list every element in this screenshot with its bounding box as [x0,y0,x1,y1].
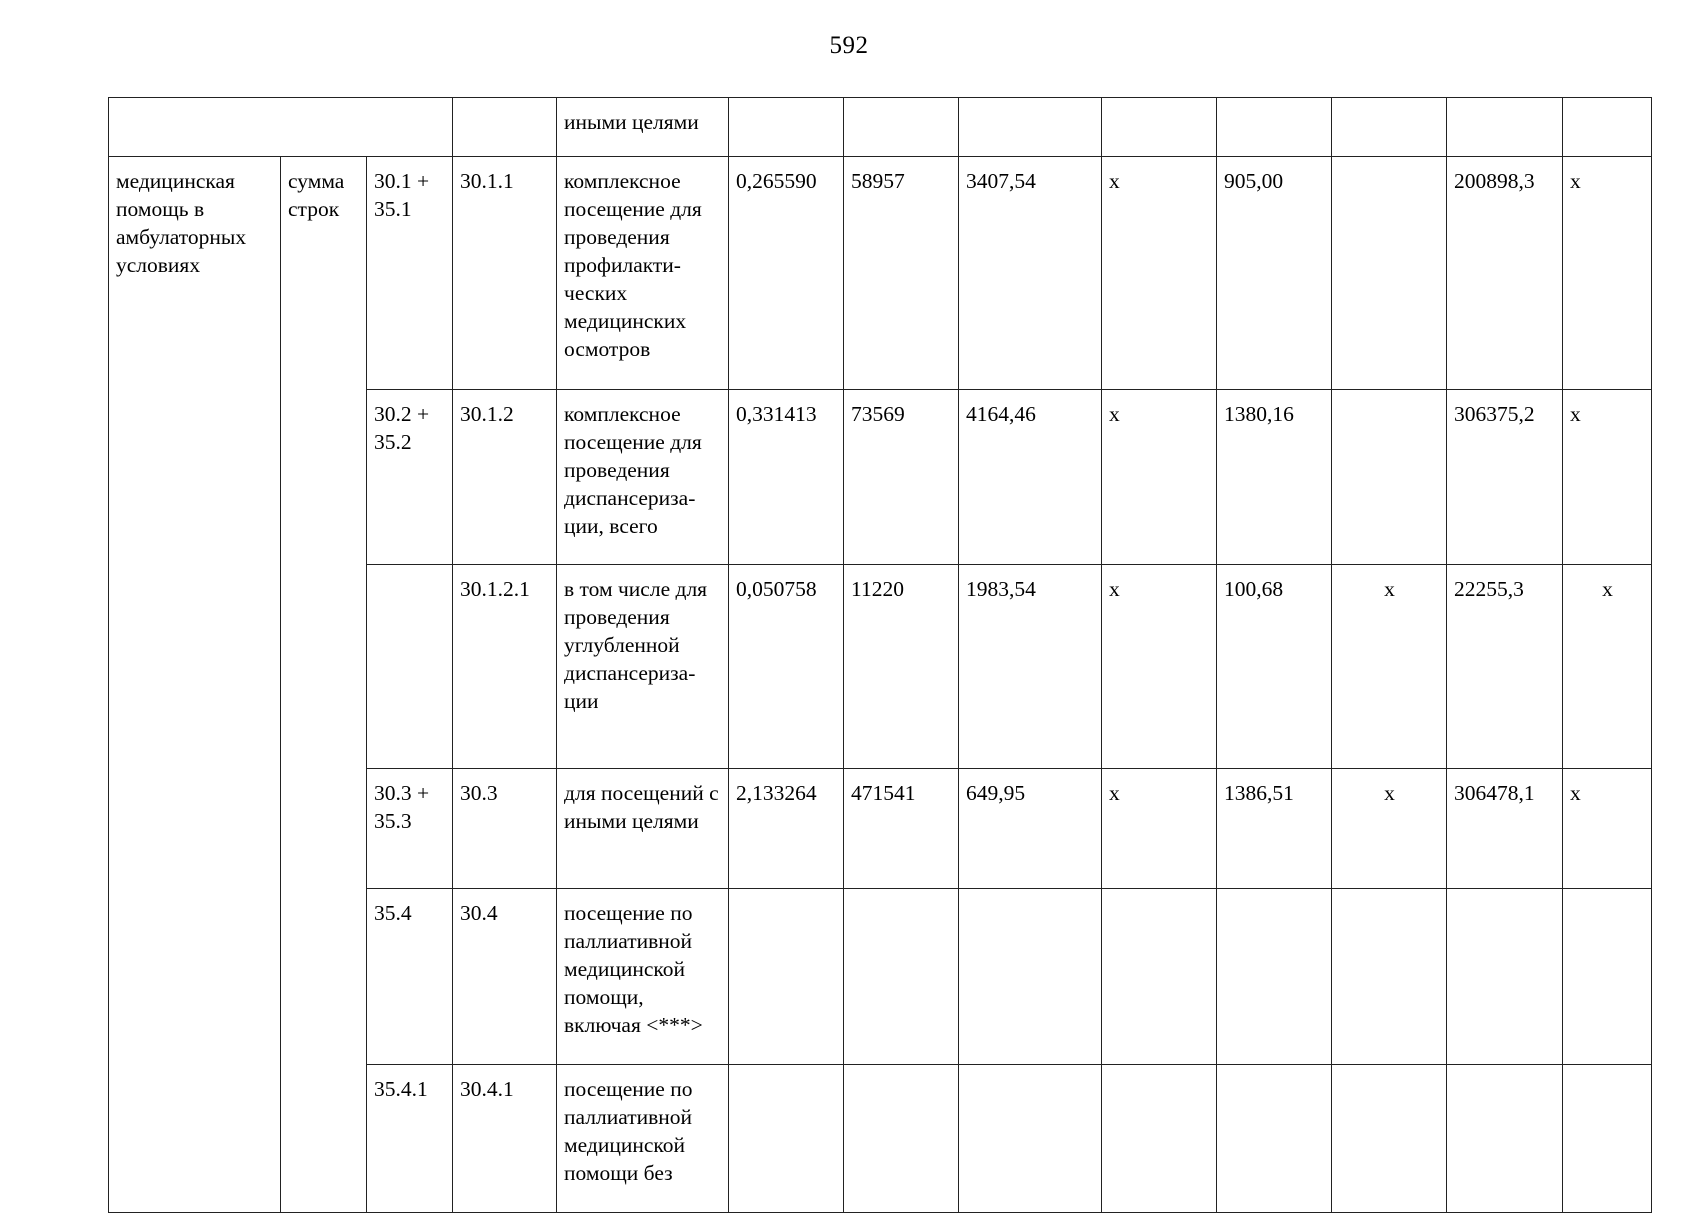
value-cell: х [1332,769,1447,889]
purpose-cell: комплексное посещение для проведения диспансериза-ции, всего [557,390,729,565]
table-cell [729,98,844,157]
value-cell [729,1065,844,1213]
value-cell [844,1065,959,1213]
value-cell: х [1563,565,1652,769]
value-cell: 58957 [844,157,959,390]
table-cell [1447,98,1563,157]
table-cell [109,98,453,157]
purpose-cell: иными целями [557,98,729,157]
table-row [109,98,1652,157]
value-cell [1563,1065,1652,1213]
sum-cell: сумма строк [281,157,367,1213]
table-cell [1332,98,1447,157]
purpose-cell: посещение по паллиативной медицинской помощи без [557,1065,729,1213]
care-type-cell: медицинская помощь в амбулаторных условиях [109,157,281,1213]
value-cell: 649,95 [959,769,1102,889]
value-cell: 1983,54 [959,565,1102,769]
rows-ref-cell: 35.4.1 [367,1065,453,1213]
value-cell: 73569 [844,390,959,565]
value-cell [1447,889,1563,1065]
value-cell [1332,889,1447,1065]
rows-ref-cell: 30.2 + 35.2 [367,390,453,565]
value-cell: 306375,2 [1447,390,1563,565]
rows-ref-cell [367,565,453,769]
rows-ref-cell: 30.1 + 35.1 [367,157,453,390]
value-cell [1447,1065,1563,1213]
value-cell: 22255,3 [1447,565,1563,769]
table-cell [1102,98,1217,157]
rows-ref-cell: 30.3 + 35.3 [367,769,453,889]
table-row [109,157,1652,390]
code-cell: 30.4 [453,889,557,1065]
value-cell: 2,133264 [729,769,844,889]
data-table [108,97,1652,1213]
value-cell [844,889,959,1065]
purpose-cell: комплексное посещение для проведения профилакти-ческих медицинских осмотров [557,157,729,390]
value-cell: 200898,3 [1447,157,1563,390]
value-cell: 1386,51 [1217,769,1332,889]
value-cell [1102,1065,1217,1213]
value-cell: х [1563,390,1652,565]
value-cell: 471541 [844,769,959,889]
purpose-cell: посещение по паллиативной медицинской помощи, включая <***> [557,889,729,1065]
value-cell: 11220 [844,565,959,769]
value-cell: 0,331413 [729,390,844,565]
table-cell [959,98,1102,157]
value-cell: 0,265590 [729,157,844,390]
code-cell: 30.1.2 [453,390,557,565]
value-cell [1332,157,1447,390]
code-cell: 30.3 [453,769,557,889]
value-cell [1217,1065,1332,1213]
value-cell: х [1102,390,1217,565]
value-cell [1102,889,1217,1065]
value-cell: х [1563,769,1652,889]
value-cell: 3407,54 [959,157,1102,390]
value-cell [1217,889,1332,1065]
table-cell [1217,98,1332,157]
value-cell: х [1563,157,1652,390]
value-cell: 0,050758 [729,565,844,769]
value-cell: 1380,16 [1217,390,1332,565]
rows-ref-cell: 35.4 [367,889,453,1065]
code-cell: 30.1.1 [453,157,557,390]
value-cell: 905,00 [1217,157,1332,390]
purpose-cell: для посещений с иными целями [557,769,729,889]
value-cell [959,1065,1102,1213]
table-cell [844,98,959,157]
value-cell: х [1102,769,1217,889]
code-cell: 30.1.2.1 [453,565,557,769]
table-cell [453,98,557,157]
table-cell [1563,98,1652,157]
value-cell: х [1102,157,1217,390]
value-cell: х [1102,565,1217,769]
value-cell: 306478,1 [1447,769,1563,889]
code-cell: 30.4.1 [453,1065,557,1213]
purpose-cell: в том числе для проведения углубленной диспансериза-ции [557,565,729,769]
value-cell [1332,390,1447,565]
value-cell [959,889,1102,1065]
value-cell [1332,1065,1447,1213]
value-cell [1563,889,1652,1065]
page-number: 592 [829,32,869,59]
value-cell [729,889,844,1065]
value-cell: х [1332,565,1447,769]
value-cell: 4164,46 [959,390,1102,565]
value-cell: 100,68 [1217,565,1332,769]
